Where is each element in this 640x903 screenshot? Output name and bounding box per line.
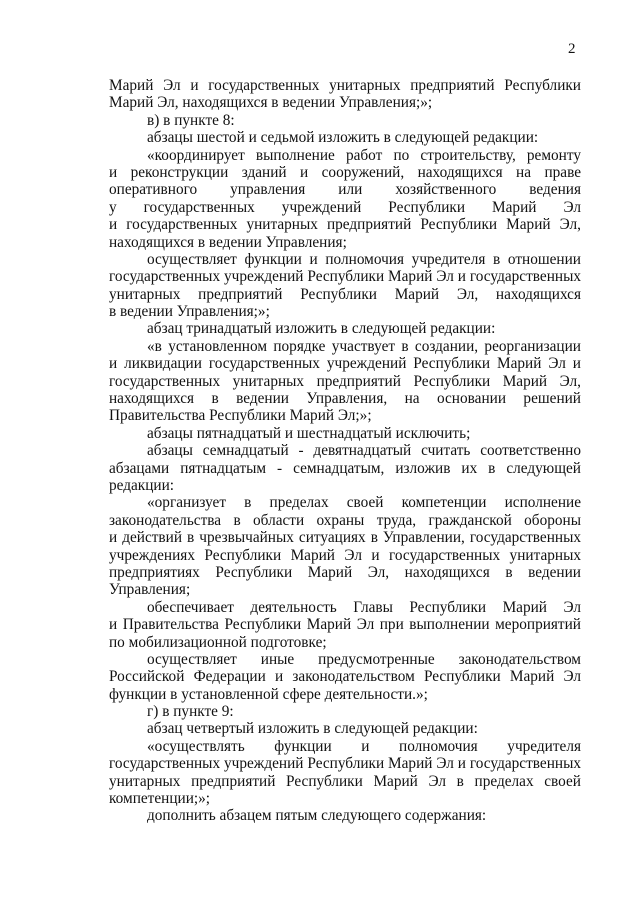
text-line: абзацы шестой и седьмой изложить в следующей редакции: (147, 129, 539, 147)
text-line: унитарных предприятий Республики Марий Эл в пределах своей (109, 772, 581, 790)
text-line: Правительства Республики Марий Эл;»; (109, 407, 372, 425)
text-line: Марий Эл, находящихся в ведении Управления;»; (109, 94, 433, 112)
text-line: редакции: (109, 476, 175, 494)
text-line: функции в установленной сфере деятельности.»; (109, 685, 428, 703)
text-line: у государственных учреждений Республики Марий Эл (109, 198, 581, 216)
text-line: абзац тринадцатый изложить в следующей редакции: (147, 320, 496, 338)
text-line: осуществляет функции и полномочия учредителя в отношении (147, 250, 581, 268)
text-line: г) в пункте 9: (147, 703, 234, 721)
text-line: находящихся в ведении Управления, на основании решений (109, 390, 581, 408)
text-line: предприятиях Республики Марий Эл, находящихся в ведении (109, 563, 581, 581)
text-line: и реконструкции зданий и сооружений, находящихся на праве (109, 163, 581, 181)
text-line: и государственных унитарных предприятий Республики Марий Эл, (109, 216, 581, 234)
text-line: в ведении Управления;»; (109, 303, 270, 321)
text-line: компетенции;»; (109, 790, 211, 808)
text-line: обеспечивает деятельность Главы Республики Марий Эл (147, 598, 581, 616)
text-line: «в установленном порядке участвует в создании, реорганизации (147, 337, 581, 355)
text-line: государственных учреждений Республики Марий Эл и государственных (109, 755, 581, 773)
text-line: и действий в чрезвычайных ситуациях в Управлении, государственных (109, 529, 581, 547)
document-body (109, 77, 581, 825)
text-line: и ликвидации государственных учреждений Республики Марий Эл и (109, 355, 581, 373)
text-line: Марий Эл и государственных унитарных предприятий Республики (109, 77, 581, 94)
text-line: дополнить абзацем пятым следующего содержания: (147, 807, 487, 825)
text-line: абзацы пятнадцатый и шестнадцатый исключить; (147, 424, 471, 442)
text-line: государственных учреждений Республики Марий Эл и государственных (109, 268, 581, 286)
text-line: «организует в пределах своей компетенции исполнение (147, 494, 581, 512)
text-line: в) в пункте 8: (147, 111, 235, 129)
text-line: «координирует выполнение работ по строительству, ремонту (147, 146, 581, 164)
text-line: абзацы семнадцатый - девятнадцатый считать соответственно (147, 442, 581, 460)
text-line: учреждениях Республики Марий Эл и государственных унитарных (109, 546, 581, 564)
text-line: унитарных предприятий Республики Марий Эл, находящихся (109, 285, 581, 303)
text-line: абзацами пятнадцатым - семнадцатым, изложив их в следующей (109, 459, 581, 477)
text-line: и Правительства Республики Марий Эл при выполнении мероприятий (109, 616, 581, 634)
text-line: абзац четвертый изложить в следующей редакции: (147, 720, 478, 738)
text-line: «осуществлять функции и полномочия учредителя (147, 737, 581, 755)
page-number: 2 (568, 41, 576, 57)
text-line: Управления; (109, 581, 191, 599)
text-line: государственных унитарных предприятий Республики Марий Эл, (109, 372, 581, 390)
text-line: оперативного управления или хозяйственного ведения (109, 181, 581, 199)
text-line: осуществляет иные предусмотренные законодательством (147, 650, 581, 668)
text-line: по мобилизационной подготовке; (109, 633, 327, 651)
text-line: находящихся в ведении Управления; (109, 233, 347, 251)
text-line: законодательства в области охраны труда, гражданской обороны (109, 511, 581, 529)
text-line: Российской Федерации и законодательством Республики Марий Эл (109, 668, 581, 686)
